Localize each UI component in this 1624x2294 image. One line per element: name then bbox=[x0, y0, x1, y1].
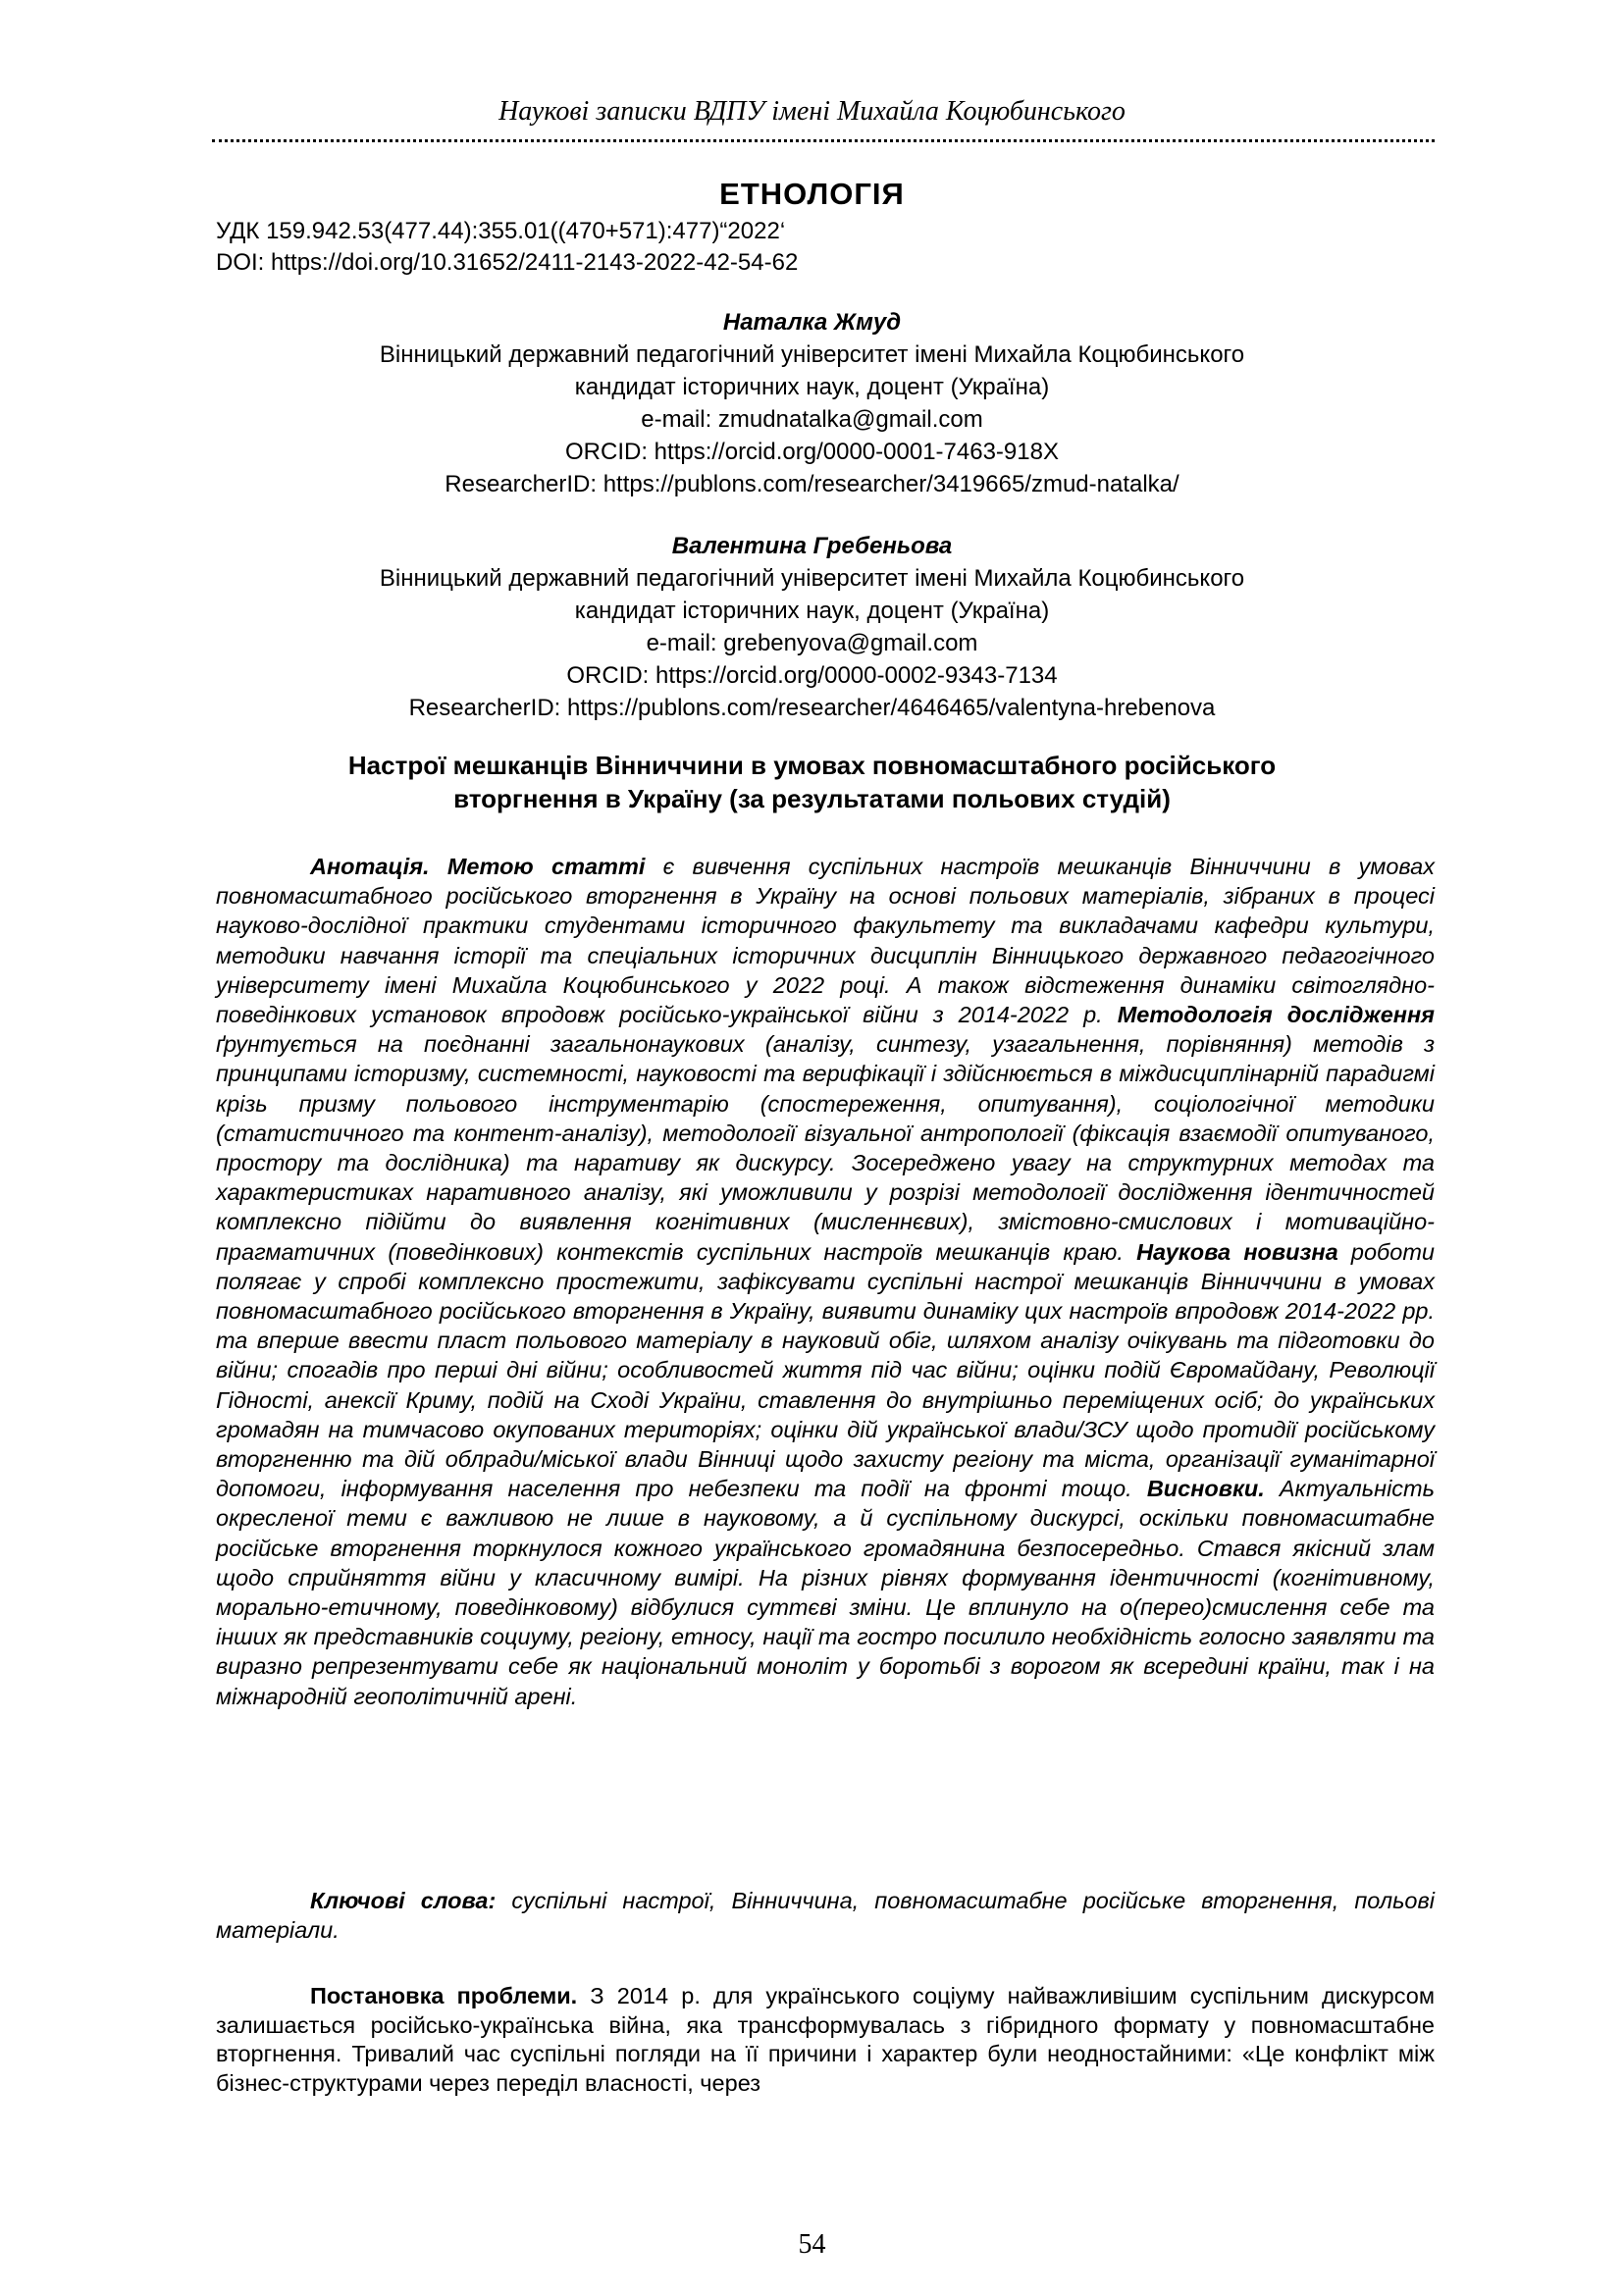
author-block-1 bbox=[0, 306, 1624, 500]
article-title-line-1: Настрої мешканців Вінниччини в умовах повномасштабного російського bbox=[347, 751, 1277, 780]
keywords-text: суспільні настрої, Вінниччина, повномасштабне російське вторгнення, польові матеріали. bbox=[216, 1888, 1435, 1944]
problem-statement-text: З 2014 р. для українського соціуму найважливішим суспільним дискурсом залишається російсько-українська війна, яка трансформувалась з гібридного формату у повномасштабне вторгнення. Тривалий час суспільні погляди на її причини і характер були неодностайними: «Це конфлікт між бізнес-структурами через переділ власності, через bbox=[216, 1983, 1435, 2096]
udc-code: УДК 159.942.53(477.44):355.01((470+571):477)“2022‘ bbox=[216, 218, 786, 244]
abstract-label: Анотація. bbox=[310, 854, 430, 879]
purpose-label: Метою статті bbox=[446, 854, 646, 879]
author-orcid[interactable]: ORCID: https://orcid.org/0000-0001-7463-918X bbox=[565, 439, 1059, 465]
author-email[interactable]: e-mail: grebenyova@gmail.com bbox=[646, 630, 978, 656]
author-degree: кандидат історичних наук, доцент (Україна) bbox=[574, 374, 1050, 400]
abstract-text-conclusions: Актуальність окресленої теми є важливою не лише в науковому, а й суспільному дискурсі, оскільки повномасштабне російське вторгнення торкнулося кожного українського громадянина безпосередньо. Стався якісний злам щодо сприйняття війни у класичному вимірі. На різних рівнях формування ідентичності (когнітивному, морально-етичному, поведінковому) відбулися суттєві зміни. Це вплинуло на о(перео)смислення себе та інших як представників социуму, регіону, етносу, нації та гостро посилило необхідність голосно заявляти та виразно репрезентувати себе як національний моноліт у боротьбі з ворогом як всередині країни, так і на міжнародній геополітичній арені. bbox=[216, 1476, 1435, 1709]
keywords bbox=[216, 1886, 1435, 1945]
author-researcher-id[interactable]: ResearcherID: https://publons.com/researcher/4646465/valentyna-hrebenova bbox=[408, 695, 1216, 721]
conclusions-label: Висновки. bbox=[1146, 1476, 1265, 1502]
author-orcid[interactable]: ORCID: https://orcid.org/0000-0002-9343-7134 bbox=[566, 662, 1058, 689]
article-title bbox=[0, 749, 1624, 815]
author-researcher-id[interactable]: ResearcherID: https://publons.com/researcher/3419665/zmud-natalka/ bbox=[445, 471, 1179, 497]
running-title: Наукові записки ВДПУ імені Михайла Коцюбинського bbox=[498, 96, 1126, 127]
author-block-2 bbox=[0, 530, 1624, 724]
abstract-text-novelty: роботи полягає у спробі комплексно простежити, зафіксувати суспільні настрої мешканців Вінниччини в умовах повномасштабного російського вторгнення в Україну, виявити динаміку цих настроїв впродовж 2014-2022 рр. та вперше ввести пласт польового матеріалу в науковий обіг, шляхом аналізу очікувань та підготовки до війни; спогадів про перші дні війни; особливостей життя під час війни; оцінки подій Євромайдану, Революції Гідності, анексії Криму, подій на Сході України, ставлення до внутрішньо переміщених осіб; до українських громадян на тимчасово окупованих територіях; оцінки дій української влади/ЗСУ щодо протидії російському вторгненню та дій облради/міської влади Вінниці щодо захисту регіону та міста, організації гуманітарної допомоги, інформування населення про небезпеки та події на фронті тощо. bbox=[216, 1238, 1435, 1502]
abstract bbox=[216, 852, 1435, 1711]
abstract-text-methodology: ґрунтується на поєднанні загальнонаукових (аналізу, синтезу, узагальнення, порівняння) методів з принципами історизму, системності, науковості та верифікації і здійснюється в міждисциплінарній парадигмі крізь призму польового інструментарію (спостереження, опитування), соціологічної методики (статистичного та контент-аналізу), методології візуальної антропології (фіксація взаємодії опитуваного, простору та дослідника) та наративу як дискурсу. Зосереджено увагу на структурних методах та характеристиках наративного аналізу, які уможливили у розрізі методології дослідження ідентичностей комплексно підійти до виявлення когнітивних (мисленнєвих), змістовно-смислових і мотиваційно-прагматичних (поведінкових) контекстів суспільних настроїв мешканців краю. bbox=[216, 1031, 1435, 1265]
author-affiliation: Вінницький державний педагогічний університет імені Михайла Коцюбинського bbox=[379, 565, 1245, 592]
abstract-text-purpose: є вивчення суспільних настроїв мешканців Вінниччини в умовах повномасштабного російського вторгнення в Україну на основі польових матеріалів, зібраних в процесі науково-дослідної практики студентами історичного факультету та викладачами кафедри культури, методики навчання історії та спеціальних історичних дисциплін Вінницького державного педагогічного університету імені Михайла Коцюбинського у 2022 році. А також відстеження динаміки світоглядно-поведінкових установок впродовж російсько-української війни з 2014-2022 р. bbox=[216, 854, 1436, 1028]
novelty-label: Наукова новизна bbox=[1136, 1238, 1338, 1265]
header-dotted-divider bbox=[212, 139, 1435, 142]
author-name: Наталка Жмуд bbox=[722, 309, 902, 336]
author-degree: кандидат історичних наук, доцент (Україна) bbox=[574, 598, 1050, 624]
author-email[interactable]: e-mail: zmudnatalka@gmail.com bbox=[641, 406, 983, 433]
doi-link[interactable]: DOI: https://doi.org/10.31652/2411-2143-2022-42-54-62 bbox=[216, 249, 799, 276]
keywords-label: Ключові слова: bbox=[310, 1888, 497, 1913]
author-affiliation: Вінницький державний педагогічний університет імені Михайла Коцюбинського bbox=[379, 341, 1245, 368]
section-title: ЕТНОЛОГІЯ bbox=[719, 177, 905, 211]
page-number: 54 bbox=[798, 2229, 826, 2260]
article-title-line-2: вторгнення в Україну (за результатами польових студій) bbox=[453, 784, 1171, 813]
problem-statement bbox=[216, 1982, 1435, 2098]
abstract-paragraph bbox=[216, 852, 1435, 1711]
author-name: Валентина Гребеньова bbox=[671, 533, 953, 559]
methodology-label: Методологія дослідження bbox=[1117, 1002, 1436, 1028]
problem-statement-label: Постановка проблеми. bbox=[310, 1983, 578, 2008]
